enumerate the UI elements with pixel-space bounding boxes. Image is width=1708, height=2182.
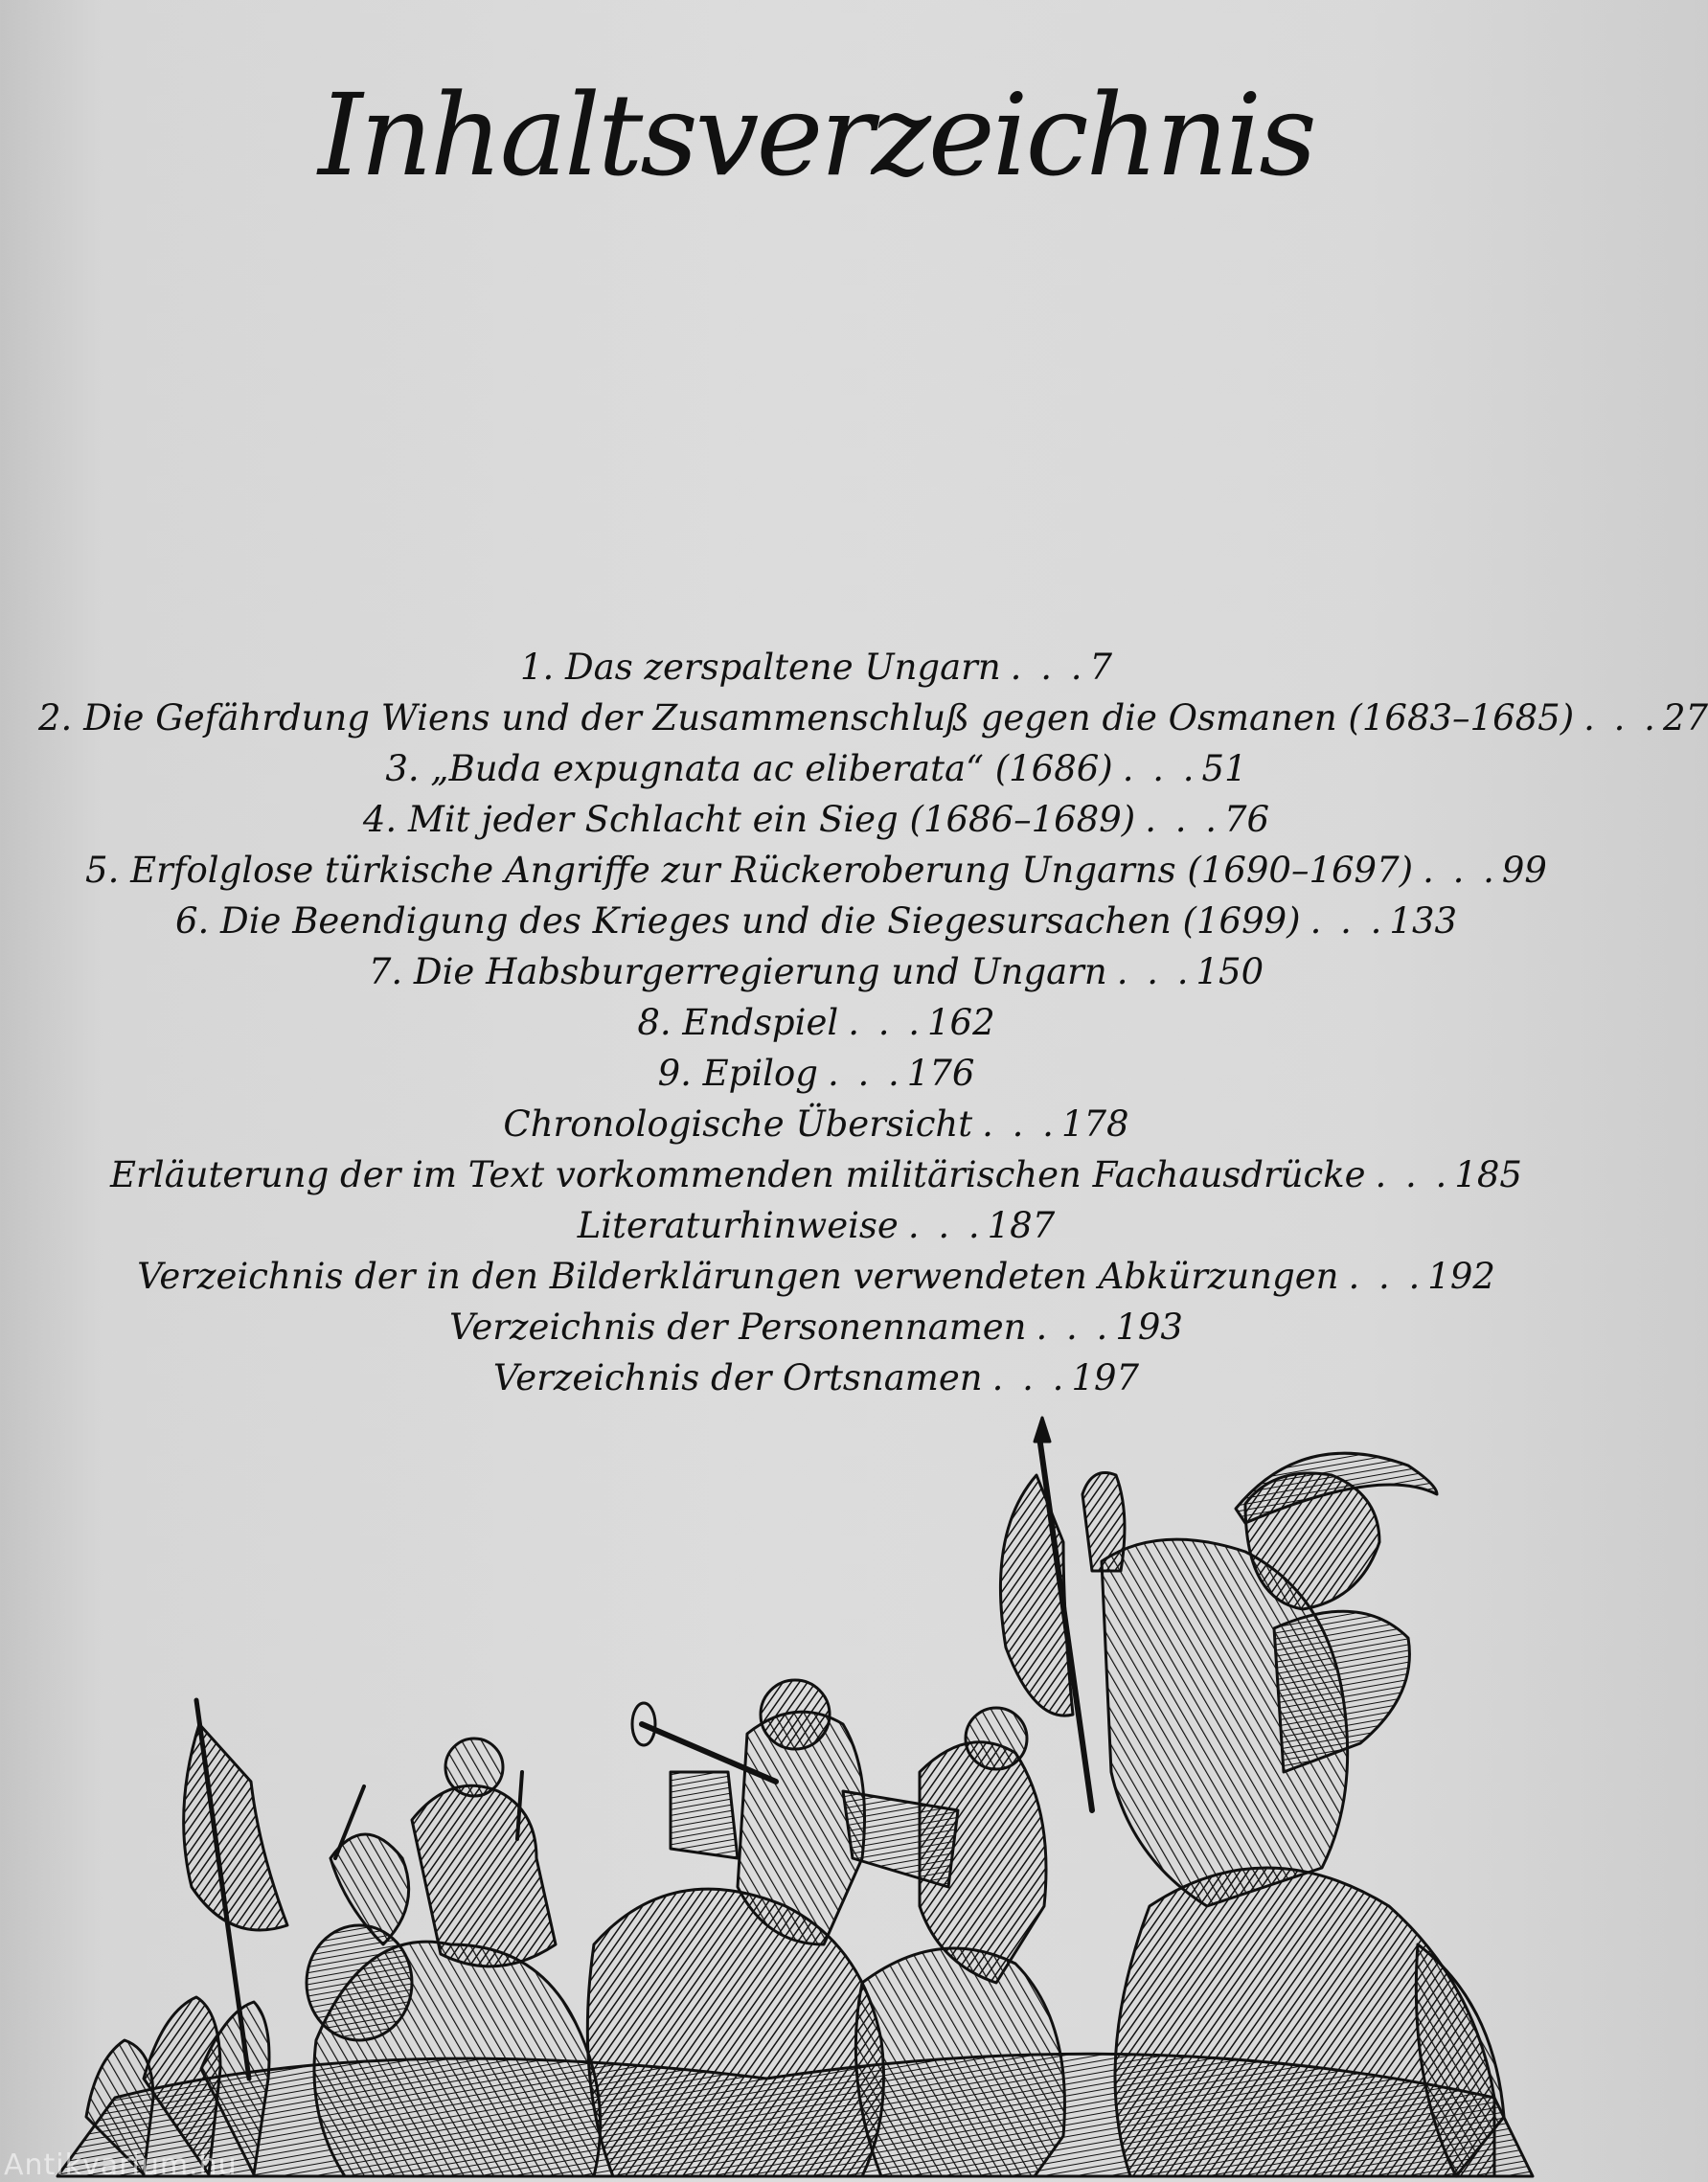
toc-leader: . . . — [991, 1357, 1068, 1398]
toc-entry-title: 8. Endspiel — [637, 1002, 839, 1043]
table-of-contents — [38, 642, 1708, 1403]
toc-page-number: 99 — [1501, 850, 1547, 891]
toc-entry — [38, 1099, 1594, 1149]
toc-page-number: 185 — [1454, 1154, 1522, 1195]
toc-page-number: 178 — [1060, 1103, 1129, 1145]
toc-leader: . . . — [1122, 748, 1198, 789]
toc-page-number: 162 — [927, 1002, 995, 1043]
toc-leader: . . . — [1010, 647, 1086, 688]
toc-entry-title: Erläuterung der im Text vorkommenden militärischen Fachausdrücke — [110, 1154, 1366, 1195]
toc-entry — [38, 743, 1594, 794]
toc-entry-title: 3. „Buda expugnata ac eliberata“ (1686) — [385, 748, 1113, 789]
toc-entry — [38, 1302, 1594, 1352]
toc-leader: . . . — [1348, 1256, 1424, 1297]
toc-entry-title: 2. Die Gefährdung Wiens und der Zusammenschluß gegen die Osmanen (1683–1685) — [38, 697, 1575, 739]
toc-page-number: 51 — [1201, 748, 1247, 789]
page-title: Inhaltsverzeichnis — [318, 69, 1314, 201]
toc-page-number: 133 — [1389, 900, 1458, 942]
toc-entry-title: 6. Die Beendigung des Krieges und die Siegesursachen (1699) — [174, 900, 1301, 942]
toc-entry — [38, 1048, 1594, 1099]
toc-entry-title: 7. Die Habsburgerregierung und Ungarn — [368, 951, 1107, 992]
toc-leader: . . . — [1116, 951, 1193, 992]
toc-entry — [38, 896, 1594, 946]
toc-entry-title: Verzeichnis der Ortsnamen — [492, 1357, 983, 1398]
toc-leader: . . . — [1423, 850, 1498, 891]
toc-entry — [38, 693, 1708, 743]
toc-entry — [38, 1149, 1594, 1200]
toc-entry — [38, 1251, 1594, 1302]
toc-entry-title: Chronologische Übersicht — [503, 1103, 973, 1145]
toc-page-number: 187 — [987, 1205, 1056, 1246]
toc-entry — [38, 642, 1594, 693]
toc-entry-title: Literaturhinweise — [577, 1205, 899, 1246]
toc-page-number: 176 — [906, 1053, 975, 1094]
toc-leader: . . . — [1583, 697, 1659, 739]
toc-entry-title: 1. Das zerspaltene Ungarn — [519, 647, 1001, 688]
toc-page-number: 192 — [1427, 1256, 1495, 1297]
toc-entry-title: Verzeichnis der Personennamen — [449, 1307, 1027, 1348]
toc-page-number: 76 — [1224, 799, 1270, 840]
toc-leader: . . . — [1309, 900, 1386, 942]
toc-entry-title: 9. Epilog — [657, 1053, 818, 1094]
toc-entry-title: Verzeichnis der in den Bilderklärungen verwendeten Abkürzungen — [137, 1256, 1339, 1297]
toc-leader: . . . — [1145, 799, 1221, 840]
toc-leader: . . . — [982, 1103, 1058, 1145]
toc-leader: . . . — [907, 1205, 984, 1246]
engraving-cavalry-procession-icon — [0, 1408, 1632, 2176]
toc-entry-title: 4. Mit jeder Schlacht ein Sieg (1686–1689) — [362, 799, 1136, 840]
toc-entry — [38, 997, 1594, 1048]
toc-leader: . . . — [827, 1053, 903, 1094]
toc-entry — [38, 946, 1594, 997]
toc-entry — [38, 794, 1594, 845]
toc-leader: . . . — [848, 1002, 923, 1043]
toc-entry — [38, 1200, 1594, 1251]
toc-entry-title: 5. Erfolglose türkische Angriffe zur Rückeroberung Ungarns (1690–1697) — [85, 850, 1414, 891]
toc-entry — [38, 1352, 1594, 1403]
toc-page-number: 27 — [1662, 697, 1708, 739]
toc-entry — [38, 845, 1594, 896]
toc-page-number: 193 — [1115, 1307, 1183, 1348]
toc-leader: . . . — [1036, 1307, 1112, 1348]
toc-page-number: 150 — [1196, 951, 1264, 992]
toc-page-number: 7 — [1089, 647, 1113, 688]
watermark-logo: Antikvarium.hu — [4, 2148, 238, 2182]
toc-page-number: 197 — [1071, 1357, 1140, 1398]
toc-leader: . . . — [1375, 1154, 1451, 1195]
